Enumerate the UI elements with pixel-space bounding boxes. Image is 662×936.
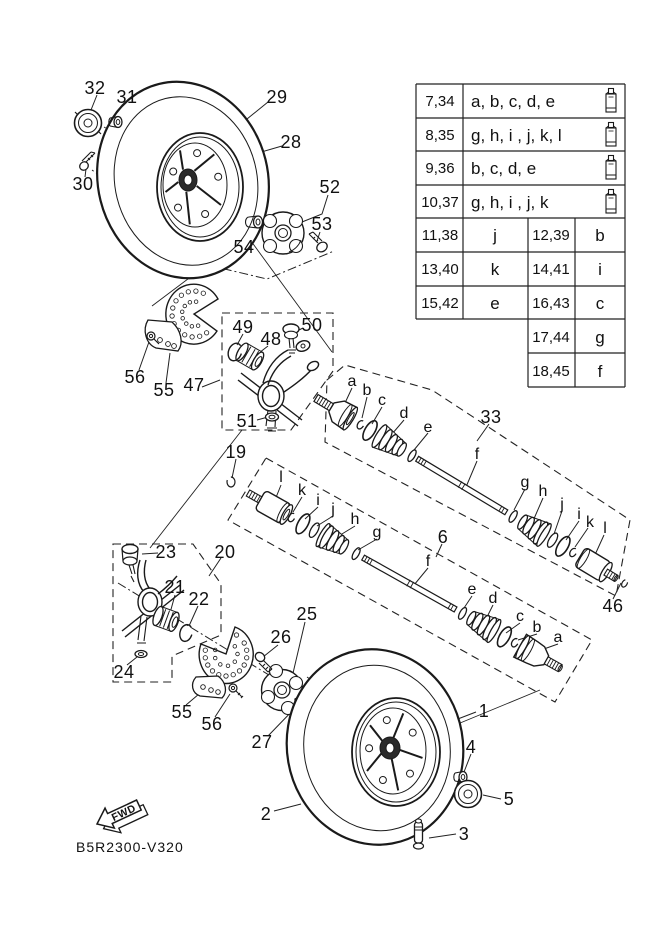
callout-55: 55: [153, 380, 175, 400]
callout-51: 51: [236, 411, 258, 431]
item-cell: e: [490, 294, 500, 313]
callout-50: 50: [301, 315, 323, 335]
cv-joint-inner-art: [574, 547, 623, 588]
callout-5: 5: [503, 789, 515, 809]
drive-shaft-art-upper: [309, 387, 633, 596]
callout-2: 2: [260, 804, 272, 824]
washer-art-51: [266, 413, 279, 421]
drawing-number: B5R2300-V320: [76, 839, 184, 855]
callout-l: l: [279, 469, 283, 486]
callout-48: 48: [260, 329, 282, 349]
ref-cell: 18,45: [532, 363, 570, 380]
callout-d: d: [488, 590, 498, 607]
ref-cell: 14,41: [532, 261, 570, 278]
callout-b: b: [362, 382, 372, 399]
items-cell: g, h, i , j, k, l: [471, 126, 562, 145]
callout-21: 21: [164, 577, 186, 597]
table-row: [532, 328, 605, 347]
callout-k: k: [298, 482, 306, 499]
callout-27: 27: [251, 732, 273, 752]
callout-l: l: [603, 520, 607, 537]
ball-joint-art-23: [122, 545, 138, 583]
ring-art-g: [351, 547, 362, 561]
callout-30: 30: [72, 174, 94, 194]
callout-h: h: [538, 483, 548, 500]
callout-j: j: [331, 501, 335, 518]
callout-29: 29: [266, 87, 288, 107]
grease-tube-icon: [606, 190, 616, 214]
callout-24: 24: [113, 662, 135, 682]
grease-tube-icon: [606, 156, 616, 180]
callout-3: 3: [458, 824, 470, 844]
grease-tube-icon: [606, 89, 616, 113]
clip-art-b: [510, 637, 520, 648]
item-cell: b: [595, 226, 605, 245]
callout-4: 4: [465, 737, 477, 757]
item-cell: g: [595, 328, 605, 347]
hub-cap-art-upper: [75, 110, 102, 137]
callout-52: 52: [319, 177, 341, 197]
callout-a: a: [347, 373, 357, 390]
callout-e: e: [467, 581, 477, 598]
callout-54: 54: [233, 237, 255, 257]
table-row: [421, 294, 605, 313]
cv-boot-art: [314, 522, 353, 559]
fwd-arrow-label: FWD: [109, 802, 138, 824]
ref-cell: 15,42: [421, 295, 459, 312]
drive-shaft-art-lower: [242, 482, 568, 681]
callout-22: 22: [188, 589, 210, 609]
disc-guard-art-lower: [199, 627, 253, 683]
circlip-art-46: [620, 579, 628, 588]
callout-55: 55: [171, 702, 193, 722]
hub-bolt-art-26: [253, 651, 272, 672]
items-cell: g, h, i , j, k: [471, 193, 549, 212]
callout-d: d: [399, 405, 409, 422]
callout-e: e: [423, 419, 433, 436]
grease-tube-icon: [606, 123, 616, 147]
ref-cell: 11,38: [421, 227, 459, 244]
fwd-arrow: [92, 793, 150, 840]
item-cell: i: [598, 260, 602, 279]
callout-a: a: [553, 629, 563, 646]
ref-cell: 10,37: [421, 194, 459, 211]
ref-cell: 8,35: [425, 127, 455, 144]
callout-f: f: [474, 446, 480, 463]
ref-cell: 7,34: [425, 93, 455, 110]
callout-33: 33: [480, 407, 502, 427]
callout-k: k: [586, 514, 594, 531]
callout-g: g: [520, 474, 530, 491]
callout-j: j: [560, 496, 564, 513]
washer-art-24: [135, 651, 147, 658]
table-row: [532, 362, 602, 381]
guard-bolt-art-lower: [229, 684, 243, 698]
reference-table: [416, 84, 625, 387]
axle-shaft-art: [415, 456, 508, 516]
ring-art-e: [457, 606, 468, 620]
ref-cell: 17,44: [532, 329, 570, 346]
callout-c: c: [516, 608, 524, 625]
item-cell: j: [493, 226, 497, 245]
callout-i: i: [316, 492, 320, 509]
ref-cell: 9,36: [425, 160, 455, 177]
ref-cell: 13,40: [421, 261, 459, 278]
callout-47: 47: [183, 375, 205, 395]
items-cell: b, c, d, e: [471, 159, 537, 178]
item-cell: c: [595, 294, 605, 313]
ring-art-g: [507, 509, 518, 523]
item-cell: k: [490, 260, 500, 279]
ref-cell: 16,43: [532, 295, 570, 312]
callout-19: 19: [225, 442, 247, 462]
items-cell: a, b, c, d, e: [471, 92, 556, 111]
valve-stem-art-3: [414, 819, 424, 849]
circlip-art-19: [227, 477, 235, 487]
guard-bracket-art-lower: [193, 676, 226, 698]
clip-art-b: [356, 419, 366, 430]
table-row: [425, 156, 616, 180]
callout-f: f: [425, 553, 431, 570]
front-wheel-art-lower: [271, 635, 478, 859]
callout-25: 25: [296, 604, 318, 624]
letter-leaders: [275, 388, 604, 650]
table-row: [425, 89, 616, 113]
callout-h: h: [350, 511, 360, 528]
callout-32: 32: [84, 78, 106, 98]
callout-31: 31: [116, 87, 138, 107]
callout-i: i: [577, 506, 581, 523]
callout-23: 23: [155, 542, 177, 562]
cv-boot-art: [462, 605, 503, 643]
callout-b: b: [532, 619, 542, 636]
rim-bead-art: [157, 133, 243, 241]
circlip-art-22: [178, 623, 194, 643]
callout-46: 46: [602, 596, 624, 616]
front-wheel-art-upper: [77, 63, 290, 296]
clip-art-k: [568, 547, 578, 558]
callout-6: 6: [437, 527, 449, 547]
callout-g: g: [372, 524, 382, 541]
wheel-hub-art-52: [262, 212, 304, 254]
item-cell: f: [597, 362, 603, 381]
valve-bolt-art-30: [78, 152, 95, 172]
callout-56: 56: [201, 714, 223, 734]
callout-1: 1: [478, 701, 490, 721]
ref-cell: 12,39: [532, 227, 570, 244]
hub-cap-art-lower: [455, 781, 482, 808]
callout-49: 49: [232, 317, 254, 337]
table-row: [425, 123, 616, 147]
callout-53: 53: [311, 214, 333, 234]
callout-56: 56: [124, 367, 146, 387]
table-row: [422, 226, 605, 245]
table-row: [421, 190, 616, 214]
callout-20: 20: [214, 542, 236, 562]
callout-26: 26: [270, 627, 292, 647]
callout-28: 28: [280, 132, 302, 152]
axle-shaft-art: [361, 554, 457, 612]
callout-c: c: [378, 392, 386, 409]
